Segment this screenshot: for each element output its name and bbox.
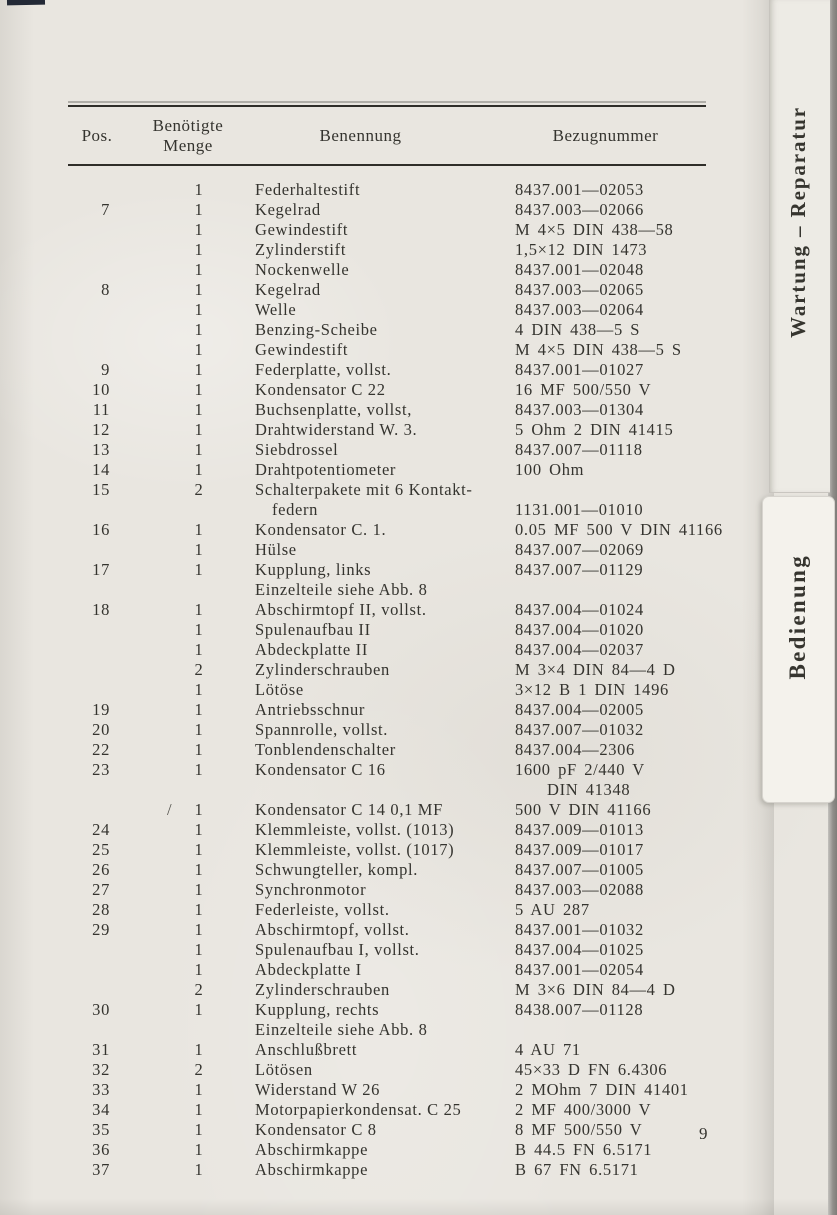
- name-cell: Klemmleiste, vollst. (1013): [255, 820, 455, 839]
- qty-cell: 1: [194, 940, 204, 959]
- ref-cell: 8437.003—02065: [515, 280, 644, 299]
- pos-cell: 26: [92, 860, 110, 879]
- ref-cell: 8437.001—01027: [515, 360, 644, 379]
- ref-cell: M 4×5 DIN 438—5 S: [515, 340, 682, 359]
- name-cell: Spulenaufbau I, vollst.: [255, 940, 420, 959]
- table-row: [68, 1140, 708, 1160]
- ref-cell: 8437.004—02005: [515, 700, 644, 719]
- ref-cell: M 3×6 DIN 84—4 D: [515, 980, 676, 999]
- table-row: [68, 600, 708, 620]
- ref-cell: 8437.004—01024: [515, 600, 644, 619]
- page-number: 9: [699, 1124, 708, 1143]
- table-row: [68, 540, 708, 560]
- ref-cell: 16 MF 500/550 V: [515, 380, 652, 399]
- name-cell: Kegelrad: [255, 280, 321, 299]
- qty-cell: 1: [194, 440, 204, 459]
- qty-cell: 1: [194, 340, 204, 359]
- ref-cell: 8437.003—02064: [515, 300, 644, 319]
- name-cell: Federhaltestift: [255, 180, 361, 199]
- name-cell: Gewindestift: [255, 220, 349, 239]
- pos-cell: 19: [92, 700, 110, 719]
- name-cell: Kondensator C 22: [255, 380, 386, 399]
- table-row: [68, 1000, 708, 1020]
- column-header-qty-line1: Benötigte: [152, 116, 224, 135]
- name-cell: Tonblendenschalter: [255, 740, 396, 759]
- name-cell: federn: [272, 500, 319, 519]
- name-cell: Synchronmotor: [255, 880, 367, 899]
- pos-cell: 13: [92, 440, 110, 459]
- name-cell: Federplatte, vollst.: [255, 360, 392, 379]
- table-row: [68, 1100, 708, 1120]
- table-row: [68, 700, 708, 720]
- table-row: [68, 440, 708, 460]
- table-row: [68, 660, 708, 680]
- pos-cell: 8: [101, 280, 110, 299]
- table-row: [68, 500, 708, 520]
- pos-cell: 32: [92, 1060, 110, 1079]
- table-row: [68, 420, 708, 440]
- table-row: [68, 1020, 708, 1040]
- table-row: [68, 1060, 708, 1080]
- column-header-name: Benennung: [319, 126, 402, 145]
- table-row: [68, 460, 708, 480]
- ref-cell: 8437.004—01020: [515, 620, 644, 639]
- name-cell: Kondensator C 8: [255, 1120, 377, 1139]
- table-row: [68, 740, 708, 760]
- table-row: [68, 340, 708, 360]
- name-cell: Abschirmtopf, vollst.: [255, 920, 410, 939]
- name-cell: Siebdrossel: [255, 440, 339, 459]
- name-cell: Widerstand W 26: [255, 1080, 381, 1099]
- ref-cell: 8437.001—02053: [515, 180, 644, 199]
- ref-cell: 2 MOhm 7 DIN 41401: [515, 1080, 689, 1099]
- ref-cell: 500 V DIN 41166: [515, 800, 652, 819]
- table-body: [68, 180, 723, 1180]
- ref-cell: 8437.001—02048: [515, 260, 644, 279]
- qty-cell: 1: [194, 380, 204, 399]
- qty-cell: 1: [194, 860, 204, 879]
- table-row: [68, 480, 708, 500]
- table-row: [68, 400, 708, 420]
- ref-cell: 8437.007—02069: [515, 540, 644, 559]
- pos-cell: 27: [92, 880, 110, 899]
- name-cell: Einzelteile siehe Abb. 8: [255, 1020, 428, 1039]
- qty-cell: 2: [194, 980, 204, 999]
- table-row: [68, 1160, 708, 1180]
- table-row: [68, 220, 708, 240]
- pos-cell: 36: [92, 1140, 110, 1159]
- column-header-ref: Bezugnummer: [552, 126, 659, 145]
- qty-cell: 1: [194, 240, 204, 259]
- name-cell: Welle: [255, 300, 297, 319]
- name-cell: Gewindestift: [255, 340, 349, 359]
- table-row: [68, 300, 708, 320]
- name-cell: Spannrolle, vollst.: [255, 720, 389, 739]
- ref-cell: 3×12 B 1 DIN 1496: [515, 680, 669, 699]
- qty-cell: 1: [194, 600, 204, 619]
- pos-cell: 15: [92, 480, 110, 499]
- ref-cell: 8437.003—01304: [515, 400, 644, 419]
- qty-cell: 1: [194, 1000, 204, 1019]
- name-cell: Kondensator C 16: [255, 760, 386, 779]
- pos-cell: 37: [92, 1160, 110, 1179]
- qty-cell: 1: [194, 300, 204, 319]
- name-cell: Drahtwiderstand W. 3.: [255, 420, 418, 439]
- qty-cell: 2: [194, 480, 204, 499]
- table-row: [68, 520, 723, 540]
- qty-cell: 1: [194, 920, 204, 939]
- table-row: [68, 920, 708, 940]
- qty-cell: 1: [194, 880, 204, 899]
- table-row: [68, 180, 708, 200]
- pos-cell: 31: [92, 1040, 110, 1059]
- name-cell: Lötöse: [255, 680, 304, 699]
- ref-cell: 8437.003—02088: [515, 880, 644, 899]
- qty-cell: 1: [194, 680, 204, 699]
- ref-cell: B 67 FN 6.5171: [515, 1160, 639, 1179]
- table-row: [68, 260, 708, 280]
- pos-cell: 30: [92, 1000, 110, 1019]
- qty-cell: 1: [194, 1080, 204, 1099]
- table-row: [68, 1120, 708, 1140]
- name-cell: Einzelteile siehe Abb. 8: [255, 580, 428, 599]
- column-header-qty-line2: Menge: [163, 136, 213, 155]
- table-top-rule: [68, 105, 706, 107]
- table-row: [68, 280, 708, 300]
- pos-cell: 12: [92, 420, 110, 439]
- table-row: [68, 580, 708, 600]
- table-row: [68, 360, 708, 380]
- name-cell: Abschirmkappe: [255, 1160, 369, 1179]
- name-cell: Schalterpakete mit 6 Kontakt-: [255, 480, 473, 499]
- pos-cell: 29: [92, 920, 110, 939]
- qty-cell: 1: [194, 800, 204, 819]
- table-row: [68, 680, 708, 700]
- qty-cell: 1: [194, 900, 204, 919]
- qty-cell: 1: [194, 620, 204, 639]
- ref-cell: 8437.009—01013: [515, 820, 644, 839]
- name-cell: Kondensator C 14 0,1 MF: [255, 800, 443, 819]
- qty-cell: 1: [194, 560, 204, 579]
- table-row: [68, 560, 708, 580]
- qty-cell: 1: [194, 260, 204, 279]
- name-cell: Kupplung, links: [255, 560, 372, 579]
- table-row: [68, 820, 708, 840]
- ref-cell: 8437.007—01129: [515, 560, 644, 579]
- qty-cell: 1: [194, 280, 204, 299]
- table-row: [68, 320, 708, 340]
- table-row: [68, 880, 708, 900]
- ref-cell: 8437.004—01025: [515, 940, 644, 959]
- ref-cell: 8437.009—01017: [515, 840, 644, 859]
- pos-cell: 10: [92, 380, 110, 399]
- ref-cell: 8437.007—01118: [515, 440, 643, 459]
- pos-cell: 25: [92, 840, 110, 859]
- qty-cell: 1: [194, 720, 204, 739]
- table-row: [68, 760, 708, 780]
- qty-cell: 1: [194, 220, 204, 239]
- pos-cell: 28: [92, 900, 110, 919]
- name-cell: Lötösen: [255, 1060, 313, 1079]
- name-cell: Drahtpotentiometer: [255, 460, 397, 479]
- table-row: [68, 840, 708, 860]
- qty-cell: 2: [194, 1060, 204, 1079]
- index-tab-bedienung: [762, 496, 835, 803]
- ref-cell: 8 MF 500/550 V: [515, 1120, 643, 1139]
- table-row: [68, 1040, 708, 1060]
- ref-cell: 1131.001—01010: [515, 500, 644, 519]
- name-cell: Anschlußbrett: [255, 1040, 358, 1059]
- ref-cell: 8437.004—2306: [515, 740, 635, 759]
- ref-cell: 4 DIN 438—5 S: [515, 320, 641, 339]
- qty-cell: 1: [194, 460, 204, 479]
- name-cell: Abschirmtopf II, vollst.: [255, 600, 427, 619]
- qty-cell: 1: [194, 1040, 204, 1059]
- qty-cell: 1: [194, 1160, 204, 1179]
- ref-cell: 8437.003—02066: [515, 200, 644, 219]
- name-cell: Zylinderschrauben: [255, 660, 390, 679]
- qty-cell: 1: [194, 640, 204, 659]
- name-cell: Klemmleiste, vollst. (1017): [255, 840, 455, 859]
- ref-cell: 8437.001—02054: [515, 960, 644, 979]
- table-row: [68, 780, 708, 800]
- qty-cell: 1: [194, 540, 204, 559]
- name-cell: Zylinderschrauben: [255, 980, 390, 999]
- ref-cell: 8437.001—01032: [515, 920, 644, 939]
- table-row: [68, 900, 708, 920]
- ref-cell: 1,5×12 DIN 1473: [515, 240, 648, 259]
- table-row: [68, 200, 708, 220]
- name-cell: Spulenaufbau II: [255, 620, 371, 639]
- ref-cell: M 4×5 DIN 438—58: [515, 220, 674, 239]
- pos-cell: 17: [92, 560, 110, 579]
- table-row: [68, 800, 708, 820]
- pos-cell: 24: [92, 820, 110, 839]
- ref-cell: B 44.5 FN 6.5171: [515, 1140, 653, 1159]
- qty-cell: 1: [194, 740, 204, 759]
- pos-cell: 14: [92, 460, 110, 479]
- qty-cell: 1: [194, 1100, 204, 1119]
- qty-cell: 1: [194, 760, 204, 779]
- name-cell: Buchsenplatte, vollst,: [255, 400, 413, 419]
- name-cell: Kupplung, rechts: [255, 1000, 380, 1019]
- ref-cell: 5 AU 287: [515, 900, 590, 919]
- name-cell: Motorpapierkondensat. C 25: [255, 1100, 462, 1119]
- ref-cell: 5 Ohm 2 DIN 41415: [515, 420, 674, 439]
- name-cell: Abschirmkappe: [255, 1140, 369, 1159]
- pos-cell: 11: [92, 400, 110, 419]
- pos-cell: 34: [92, 1100, 110, 1119]
- column-header-qty: [128, 116, 248, 156]
- name-cell: Zylinderstift: [255, 240, 347, 259]
- qty-cell: 1: [194, 420, 204, 439]
- ref-cell: 0.05 MF 500 V DIN 41166: [515, 520, 723, 539]
- table-row: [68, 1080, 708, 1100]
- ref-cell: 8437.007—01032: [515, 720, 644, 739]
- ref-cell: 8438.007—01128: [515, 1000, 644, 1019]
- name-cell: Hülse: [255, 540, 297, 559]
- qty-cell: 2: [194, 660, 204, 679]
- pos-cell: 20: [92, 720, 110, 739]
- name-cell: Benzing-Scheibe: [255, 320, 378, 339]
- ref-cell: 100 Ohm: [515, 460, 585, 479]
- pos-cell: 18: [92, 600, 110, 619]
- qty-cell: 1: [194, 520, 204, 539]
- qty-cell: 1: [194, 700, 204, 719]
- ref-cell: 8437.004—02037: [515, 640, 644, 659]
- qty-cell: 1: [194, 960, 204, 979]
- pos-cell: 22: [92, 740, 110, 759]
- pos-cell: 9: [101, 360, 110, 379]
- qty-cell: 1: [194, 840, 204, 859]
- ref-cell: 4 AU 71: [515, 1040, 581, 1059]
- qty-cell: 1: [194, 1120, 204, 1139]
- table-row: [68, 980, 708, 1000]
- name-cell: Nockenwelle: [255, 260, 350, 279]
- name-cell: Schwungteller, kompl.: [255, 860, 419, 879]
- pos-cell: 16: [92, 520, 110, 539]
- table-row: [68, 240, 708, 260]
- tab-label-wartung-reparatur: Wartung – Reparatur: [786, 106, 810, 338]
- table-row: [68, 860, 708, 880]
- table-row: [68, 960, 708, 980]
- pos-cell: 7: [101, 200, 110, 219]
- qty-cell: 1: [194, 360, 204, 379]
- tab-label-bedienung: Bedienung: [785, 554, 810, 680]
- name-cell: Abdeckplatte I: [255, 960, 362, 979]
- table-row: [68, 940, 708, 960]
- qty-cell: 1: [194, 200, 204, 219]
- ref-cell: 1600 pF 2/440 V: [515, 760, 645, 779]
- ref-cell: 8437.007—01005: [515, 860, 644, 879]
- ref-cell: M 3×4 DIN 84—4 D: [515, 660, 676, 679]
- pos-cell: 35: [92, 1120, 110, 1139]
- qty-cell: 1: [194, 320, 204, 339]
- qty-cell: 1: [194, 1140, 204, 1159]
- ref-cell: 45×33 D FN 6.4306: [515, 1060, 668, 1079]
- stray-mark: /: [167, 800, 173, 819]
- pos-cell: 33: [92, 1080, 110, 1099]
- pos-cell: 23: [92, 760, 110, 779]
- qty-cell: 1: [194, 820, 204, 839]
- name-cell: Antriebsschnur: [255, 700, 366, 719]
- table-row: [68, 620, 708, 640]
- ref-cell: 2 MF 400/3000 V: [515, 1100, 652, 1119]
- column-header-pos: Pos.: [81, 126, 113, 145]
- name-cell: Federleiste, vollst.: [255, 900, 390, 919]
- qty-cell: 1: [194, 180, 204, 199]
- name-cell: Kegelrad: [255, 200, 321, 219]
- table-row: [68, 380, 708, 400]
- scan-artifact-corner-mark: [7, 0, 45, 5]
- index-tab-wartung-reparatur: [769, 0, 830, 493]
- table-row: [68, 720, 708, 740]
- ref-cell: DIN 41348: [547, 780, 631, 799]
- qty-cell: 1: [194, 400, 204, 419]
- name-cell: Kondensator C. 1.: [255, 520, 387, 539]
- table-row: [68, 640, 708, 660]
- table-header-rule: [68, 164, 706, 166]
- name-cell: Abdeckplatte II: [255, 640, 368, 659]
